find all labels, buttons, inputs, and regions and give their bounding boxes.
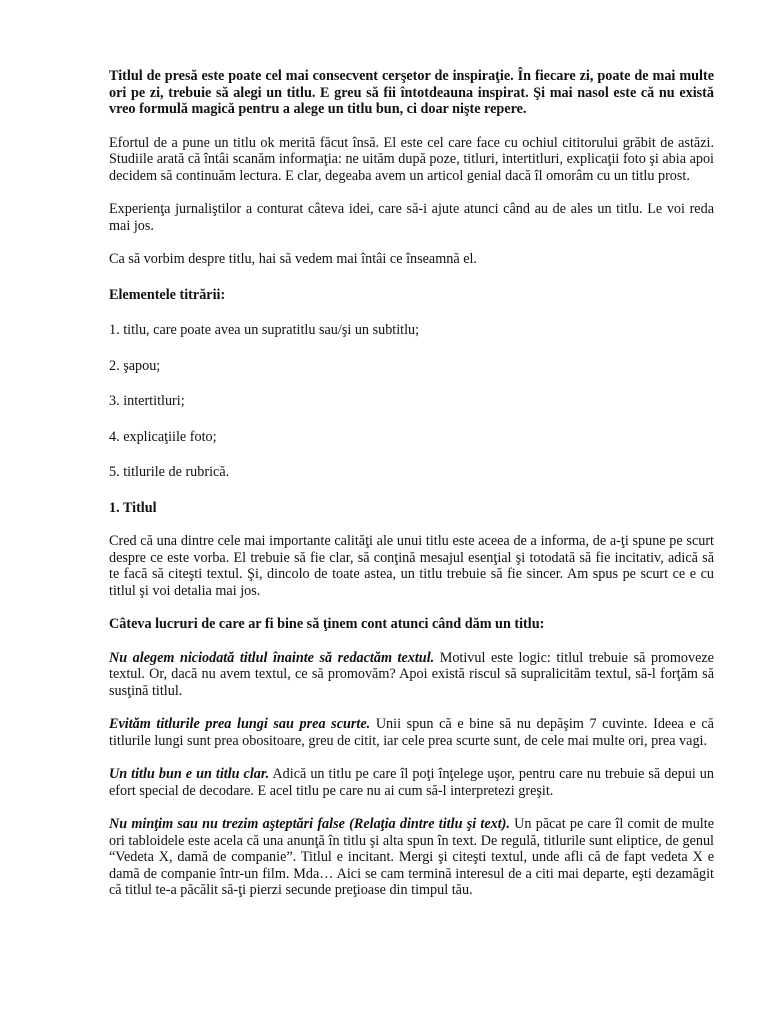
list-item: 5. titlurile de rubrică. bbox=[109, 464, 230, 480]
intro-paragraph: Titlul de presă este poate cel mai consecvent cerşetor de inspiraţie. În fiecare zi, poate de mai multe ori pe zi, trebuie să alegi un titlu. E greu să fii întotdeauna inspirat. Şi mai nasol este că nu există vreo formulă magică pentru a alege un titlu bun, ci doar nişte repere. bbox=[109, 68, 714, 117]
tip-lead: Nu alegem niciodată titlul înainte să redactăm textul. bbox=[109, 649, 435, 666]
body-paragraph-experience: Experienţa jurnaliştilor a conturat câteva idei, care să-i ajute atunci când au de ales un titlu. Le voi reda mai jos. bbox=[109, 201, 714, 234]
tip-paragraph bbox=[109, 766, 714, 799]
body-paragraph-definition: Ca să vorbim despre titlu, hai să vedem mai întâi ce înseamnă el. bbox=[109, 251, 477, 267]
list-item: 4. explicaţiile foto; bbox=[109, 428, 217, 445]
tip-text: Adică un titlu pe care îl poţi înţelege uşor, pentru care nu trebuie să depui un efort special de decodare. E acel titlu pe care nu ai cum să-l interpretezi greşit. bbox=[109, 766, 714, 799]
tips-heading: Câteva lucruri de care ar fi bine să ţinem cont atunci când dăm un titlu: bbox=[109, 616, 545, 632]
body-paragraph-title-qualities: Cred că una dintre cele mai importante calităţi ale unui titlu este aceea de a informa, de a-ţi spune pe scurt despre ce este vorba. El trebuie să fie clar, să conţină mesajul esenţial şi totodată să fie incitativ, adică să te facă să citeşti textul. Şi, dincolo de toate astea, un titlu trebuie să fie sincer. Am spus pe scurt ce e cu titlul şi voi detalia mai jos. bbox=[109, 533, 714, 599]
tip-paragraph bbox=[109, 816, 714, 899]
tip-text: Un păcat pe care îl comit de multe ori tabloidele este acela că una anunţă în titlu şi alta spun în text. De regulă, titlurile sunt eliptice, de genul “Vedeta X, damă de companie”. Titlul e incitant. Mergi şi citeşti textul, unde afli că de fapt vedeta X e damă de companie într-un film. Mda… Aici se cam termină interesul de a citi mai departe, eşti dezamăgit că titlul te-a păcălit să-ţi pierzi secunde preţioase din timpul tău. bbox=[109, 816, 714, 898]
body-paragraph-effort: Efortul de a pune un titlu ok merită făcut însă. El este cel care face cu ochiul cititorului grăbit de astăzi. Studiile arată că întâi scanăm informaţia: ne uităm după poze, titluri, intertitluri, explicaţii foto şi abia apoi decidem să continuăm lectura. E clar, degeaba avem un articol genial dacă îl omorâm cu un titlu prost. bbox=[109, 134, 714, 184]
tip-paragraph bbox=[109, 650, 714, 700]
tip-lead: Un titlu bun e un titlu clar. bbox=[109, 766, 270, 782]
tip-text: Unii spun că e bine să nu depăşim 7 cuvinte. Ideea e că titlurile lungi sunt prea obositoare, greu de citit, iar cele prea scurte sunt, de cele mai multe ori, prea vagi. bbox=[109, 716, 714, 749]
tip-paragraph bbox=[109, 716, 714, 749]
elements-heading: Elementele titrării: bbox=[109, 286, 226, 303]
list-item: 3. intertitluri; bbox=[109, 393, 185, 409]
tip-lead: Nu minţim sau nu trezim aşteptări false (Relaţia dintre titlu şi text). bbox=[109, 816, 510, 832]
list-item: 1. titlu, care poate avea un supratitlu sau/şi un subtitlu; bbox=[109, 322, 420, 338]
section-heading-titlul: 1. Titlul bbox=[109, 499, 157, 516]
tip-text: Motivul este logic: titlul trebuie să promoveze textul. Or, dacă nu avem textul, ce să promovăm? Apoi există riscul să supralicităm textul, să-l forţăm să susţină titlul. bbox=[109, 649, 714, 699]
list-item: 2. şapou; bbox=[109, 357, 161, 374]
tip-lead: Evităm titlurile prea lungi sau prea scurte. bbox=[109, 716, 371, 732]
